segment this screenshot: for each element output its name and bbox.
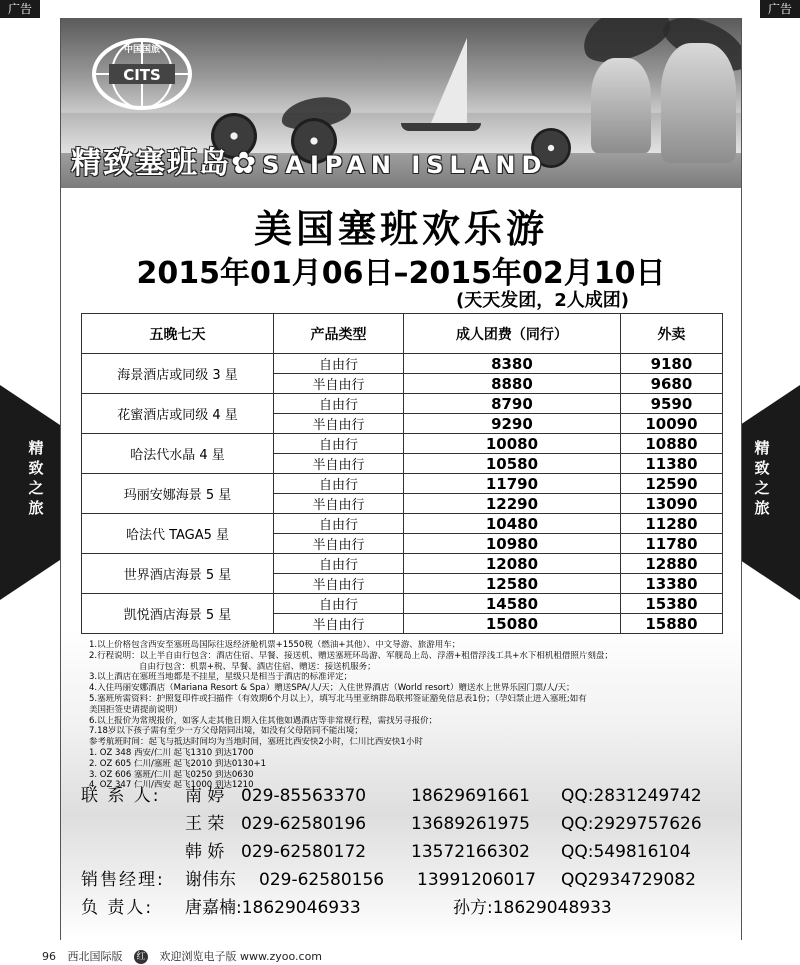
head-secondary: 孙方:18629048933: [453, 898, 612, 918]
publisher-badge-icon: 红: [134, 950, 148, 964]
adult-fare: 8790: [404, 394, 621, 414]
contact-row: [81, 782, 741, 810]
note-line: 1.以上价格包含西安至塞班岛国际往返经济舱机票+1550税（燃油+其他）、中文导游、旅游用车；: [89, 640, 461, 650]
product-type: 自由行: [274, 434, 404, 454]
product-type: 自由行: [274, 394, 404, 414]
retail-price: 12590: [620, 474, 722, 494]
banner-image: [61, 18, 741, 188]
note-line: 6.以上报价为常规报价，如客人走其他日期入住其他如遇酒店等非常规行程，需找另寻报价；: [89, 715, 438, 726]
hotel-name: 世界酒店海景 5 星: [82, 554, 274, 594]
retail-price: 13380: [620, 574, 722, 594]
retail-price: 11380: [620, 454, 722, 474]
contact-phone: 029-62580196: [241, 814, 367, 834]
contact-qq: QQ:2831249742: [561, 786, 702, 806]
contact-row: [81, 838, 741, 866]
table-row: [82, 474, 723, 494]
table-row: [82, 434, 723, 454]
woman-figure: [591, 58, 651, 153]
ad-tag-left: 广告: [0, 0, 40, 18]
retail-price: 11280: [620, 514, 722, 534]
contact-phone: 029-85563370: [241, 786, 367, 806]
contact-phone: 029-62580172: [241, 842, 367, 862]
hotel-name: 哈法代水晶 4 星: [82, 434, 274, 474]
retail-price: 9590: [620, 394, 722, 414]
hotel-name: 凯悦酒店海景 5 星: [82, 594, 274, 634]
table-row: [82, 514, 723, 534]
contacts-block: [81, 782, 741, 922]
product-type: 半自由行: [274, 534, 404, 554]
product-type: 自由行: [274, 554, 404, 574]
note-line: 5.塞班所需资料：护照复印件或扫描件（有效期6个月以上），填写北马里亚纳群岛联邦签证豁免信息表1份；（孕妇禁止进入塞班;如有: [89, 693, 587, 704]
retail-price: 15380: [620, 594, 722, 614]
hotel-name: 玛丽安娜海景 5 星: [82, 474, 274, 514]
sales-mobile: 13991206017: [417, 870, 536, 890]
note-line: 3.以上酒店在塞班当地都是不挂星，星级只是相当于酒店的标准评定；: [89, 672, 353, 683]
table-row: [82, 354, 723, 374]
adult-fare: 15080: [404, 614, 621, 634]
publication-name: 西北国际版: [67, 950, 123, 963]
product-type: 半自由行: [274, 454, 404, 474]
sales-phone: 029-62580156: [259, 870, 385, 890]
adult-fare: 14580: [404, 594, 621, 614]
contact-mobile: 13689261975: [411, 814, 530, 834]
side-text-right: 精致之旅: [754, 439, 770, 517]
retail-price: 9680: [620, 374, 722, 394]
retail-price: 9180: [620, 354, 722, 374]
flight-line: 4. OZ 347 仁川/西安 起飞1000 到达1210: [89, 780, 254, 791]
table-row: [82, 394, 723, 414]
ad-tag-right: 广告: [760, 0, 800, 18]
note-line: 美国拒签史请提前说明）: [89, 704, 183, 715]
contact-label: 联 系 人:: [81, 786, 161, 806]
product-type: 半自由行: [274, 414, 404, 434]
retail-price: 10880: [620, 434, 722, 454]
advertisement-page: [60, 18, 742, 940]
table-header-row: [82, 314, 723, 354]
adult-fare: 12080: [404, 554, 621, 574]
adult-fare: 11790: [404, 474, 621, 494]
hotel-name: 哈法代 TAGA5 星: [82, 514, 274, 554]
product-type: 自由行: [274, 514, 404, 534]
retail-price: 15880: [620, 614, 722, 634]
banner-title: [71, 144, 547, 184]
adult-fare: 8880: [404, 374, 621, 394]
note-line: 2.行程说明：以上半自由行包含：酒店住宿、早餐、接送机、赠送塞班环岛游、军舰岛上岛、浮潜+租借浮浅工具+水下相机租借照片刻盘；: [89, 650, 613, 661]
adult-fare: 9290: [404, 414, 621, 434]
contact-name: 韩 娇: [185, 842, 225, 862]
flight-line: 1. OZ 348 西安/仁川 起飞1310 到达1700: [89, 747, 254, 758]
sales-qq: QQ2934729082: [561, 870, 696, 890]
flight-line: 2. OZ 605 仁川/塞班 起飞2010 到达0130+1: [89, 758, 267, 769]
welcome-link[interactable]: 欢迎浏览电子版 www.zyoo.com: [159, 950, 323, 963]
header-itinerary: 五晚七天: [82, 314, 274, 354]
header-product-type: 产品类型: [274, 314, 404, 354]
hotel-name: 海景酒店或同级 3 星: [82, 354, 274, 394]
head-row: [81, 894, 741, 922]
notes-block: [89, 640, 719, 791]
adult-fare: 10480: [404, 514, 621, 534]
contact-mobile: 13572166302: [411, 842, 530, 862]
page-footer: [42, 948, 322, 964]
sailboat-sail: [431, 38, 467, 123]
adult-fare: 12580: [404, 574, 621, 594]
adult-fare: 12290: [404, 494, 621, 514]
flight-line: 3. OZ 606 塞班/仁川 起飞0250 到达0630: [89, 769, 254, 780]
sales-name: 谢伟东: [185, 870, 236, 890]
note-line: 参考航班时间：起飞与抵达时间均为当地时间，塞班比西安快2小时，仁川比西安快1小时: [89, 737, 423, 748]
note-line: 4.入住玛丽安娜酒店（Mariana Resort & Spa）赠送SPA/人/天；入住世界酒店（World resort）赠送水上世界乐园门票/人/天；: [89, 683, 575, 694]
product-type: 自由行: [274, 354, 404, 374]
product-type: 自由行: [274, 474, 404, 494]
side-text-left: 精致之旅: [28, 439, 44, 517]
contact-name: 王 荣: [185, 814, 225, 834]
table-row: [82, 594, 723, 614]
logo-text-top: 中国国旅: [123, 45, 161, 55]
adult-fare: 10580: [404, 454, 621, 474]
table-row: [82, 554, 723, 574]
product-type: 半自由行: [274, 374, 404, 394]
product-type: 自由行: [274, 594, 404, 614]
sales-label: 销售经理:: [81, 870, 165, 890]
note-line: 自由行包含：机票+税、早餐、酒店住宿、赠送：接送机服务；: [139, 661, 376, 672]
man-figure: [661, 43, 736, 163]
flower-icon: ✿: [231, 146, 259, 181]
retail-price: 10090: [620, 414, 722, 434]
retail-price: 12880: [620, 554, 722, 574]
date-range: 2015年01月06日–2015年02月10日: [136, 256, 666, 291]
hotel-name: 花蜜酒店或同级 4 星: [82, 394, 274, 434]
product-type: 半自由行: [274, 574, 404, 594]
adult-fare: 10080: [404, 434, 621, 454]
retail-price: 13090: [620, 494, 722, 514]
banner-title-cn: 精致塞班岛: [71, 146, 231, 181]
adult-fare: 10980: [404, 534, 621, 554]
contact-qq: QQ:2929757626: [561, 814, 702, 834]
adult-fare: 8380: [404, 354, 621, 374]
contact-mobile: 18629691661: [411, 786, 530, 806]
sailboat-hull: [401, 123, 481, 131]
product-type: 半自由行: [274, 614, 404, 634]
contact-qq: QQ:549816104: [561, 842, 691, 862]
retail-price: 11780: [620, 534, 722, 554]
contact-row: [81, 810, 741, 838]
logo-text: CITS: [123, 66, 161, 84]
header-retail: 外卖: [620, 314, 722, 354]
page-number: 96: [42, 950, 56, 963]
sales-row: [81, 866, 741, 894]
page-title: 美国塞班欢乐游: [253, 207, 548, 251]
cits-logo: [87, 34, 197, 114]
departure-note: (天天发团，2人成团): [456, 290, 629, 311]
contact-name: 南 婷: [185, 786, 225, 806]
price-table: [81, 313, 723, 634]
header-adult-fare: 成人团费（同行）: [404, 314, 621, 354]
product-type: 半自由行: [274, 494, 404, 514]
banner-title-en: SAIPAN ISLAND: [262, 151, 548, 179]
note-line: 7.18岁以下孩子需有至少一方父母陪同出境，如没有父母陪同不能出境；: [89, 726, 363, 737]
head-label: 负 责人:: [81, 898, 154, 918]
head-primary: 唐嘉楠:18629046933: [185, 898, 361, 918]
